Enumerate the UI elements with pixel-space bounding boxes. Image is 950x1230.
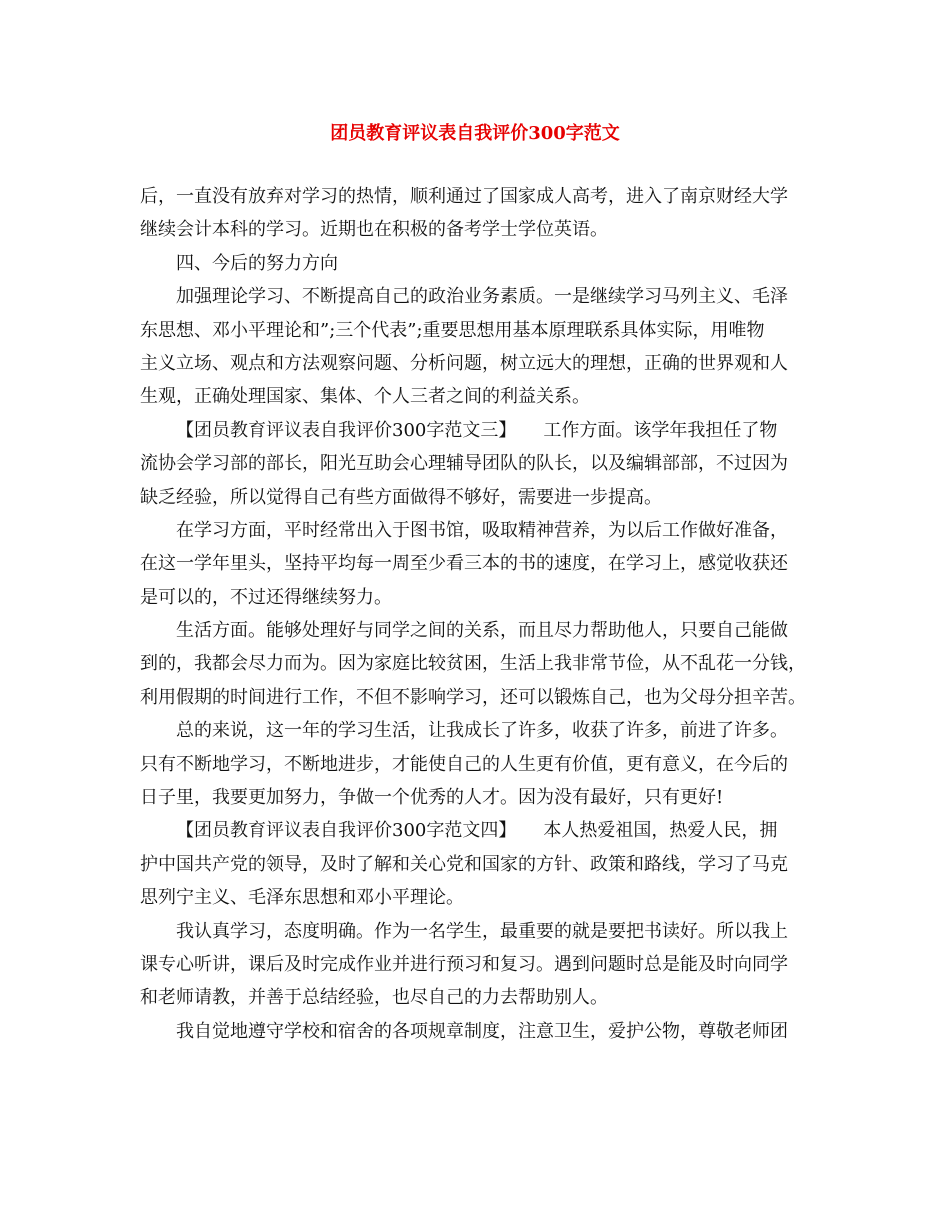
text-line: 继续会计本科的学习。近期也在积极的备考学士学位英语。 xyxy=(140,219,608,241)
text-line: 在这一学年里头，坚持平均每一周至少看三本的书的速度，在学习上，感觉收获还 xyxy=(140,553,788,575)
text-line: 只有不断地学习，不断地进步，才能使自己的人生更有价值，更有意义，在今后的 xyxy=(140,753,788,775)
text-line: 我自觉地遵守学校和宿舍的各项规章制度，注意卫生，爱护公物，尊敬老师团 xyxy=(176,1020,788,1042)
text-line: 利用假期的时间进行工作，不但不影响学习，还可以锻炼自己，也为父母分担辛苦。 xyxy=(140,686,806,708)
text-line: 护中国共产党的领导，及时了解和关心党和国家的方针、政策和路线，学习了马克 xyxy=(140,853,788,875)
text-line: 【团员教育评议表自我评价300字范文三】 工作方面。该学年我担任了物 xyxy=(176,419,778,441)
text-line: 总的来说，这一年的学习生活，让我成长了许多，收获了许多，前进了许多。 xyxy=(176,720,788,742)
text-line: 生观，正确处理国家、集体、个人三者之间的利益关系。 xyxy=(140,386,590,408)
text-line: 和老师请教，并善于总结经验，也尽自己的力去帮助别人。 xyxy=(140,987,608,1009)
text-line: 主义立场、观点和方法观察问题、分析问题，树立远大的理想，正确的世界观和人 xyxy=(140,352,788,374)
text-line: 东思想、邓小平理论和”;三个代表”;重要思想用基本原理联系具体实际，用唯物 xyxy=(140,319,765,341)
document-body xyxy=(140,180,820,1048)
text-line: 流协会学习部的部长，阳光互助会心理辅导团队的队长，以及编辑部部，不过因为 xyxy=(140,453,788,475)
text-line: 【团员教育评议表自我评价300字范文四】 本人热爱祖国，热爱人民，拥 xyxy=(176,820,778,842)
text-line: 是可以的，不过还得继续努力。 xyxy=(140,586,392,608)
text-line: 课专心听讲，课后及时完成作业并进行预习和复习。遇到问题时总是能及时向同学 xyxy=(140,953,788,975)
text-line: 后，一直没有放弃对学习的热情，顺利通过了国家成人高考，进入了南京财经大学 xyxy=(140,186,788,207)
text-line: 到的，我都会尽力而为。因为家庭比较贫困，生活上我非常节俭，从不乱花一分钱， xyxy=(140,653,806,675)
document-title: 团员教育评议表自我评价300字范文 xyxy=(330,123,620,144)
text-line: 我认真学习，态度明确。作为一名学生，最重要的就是要把书读好。所以我上 xyxy=(176,920,788,942)
text-line: 在学习方面，平时经常出入于图书馆，吸取精神营养，为以后工作做好准备， xyxy=(176,519,788,541)
text-line: 生活方面。能够处理好与同学之间的关系，而且尽力帮助他人，只要自己能做 xyxy=(176,620,788,642)
text-line: 加强理论学习、不断提高自己的政治业务素质。一是继续学习马列主义、毛泽 xyxy=(176,286,788,308)
text-line: 日子里，我要更加努力，争做一个优秀的人才。因为没有最好，只有更好! xyxy=(140,787,724,809)
text-line: 四、今后的努力方向 xyxy=(176,252,338,274)
text-line: 缺乏经验，所以觉得自己有些方面做得不够好，需要进一步提高。 xyxy=(140,486,662,508)
text-line: 思列宁主义、毛泽东思想和邓小平理论。 xyxy=(140,887,464,909)
